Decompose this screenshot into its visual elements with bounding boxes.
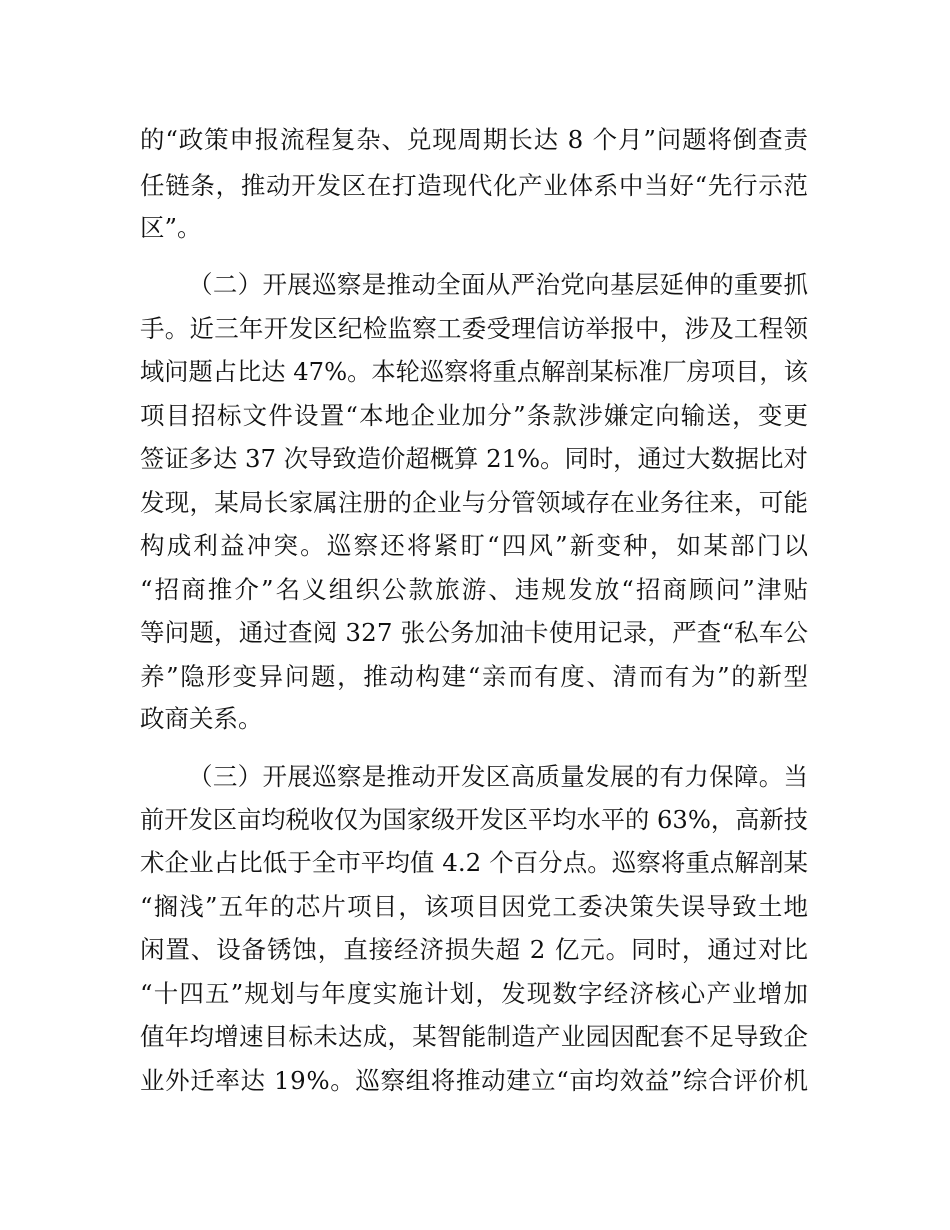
- text-line: “招商推介”名义组织公款旅游、违规发放“招商顾问”津贴: [140, 575, 811, 604]
- text-line: 值年均增速目标未达成，某智能制造产业园因配套不足导致企: [140, 1022, 809, 1051]
- text-line: 闲置、设备锈蚀，直接经济损失超 2 亿元。同时，通过对比: [140, 935, 809, 964]
- text-line: 发现，某局长家属注册的企业与分管领域存在业务往来，可能: [140, 488, 809, 517]
- section-heading-line: （二）开展巡察是推动全面从严治党向基层延伸的重要抓: [188, 270, 809, 299]
- text-line: 手。近三年开发区纪检监察工委受理信访举报中，涉及工程领: [140, 314, 809, 343]
- text-line: “搁浅”五年的芯片项目，该项目因党工委决策失误导致土地: [140, 892, 810, 921]
- text-line: 签证多达 37 次导致造价超概算 21%。同时，通过大数据比对: [140, 444, 808, 473]
- text-line: “十四五”规划与年度实施计划，发现数字经济核心产业增加: [140, 979, 810, 1008]
- text-line: 等问题，通过查阅 327 张公务加油卡使用记录，严查“私车公: [140, 618, 809, 647]
- text-line: 构成利益冲突。巡察还将紧盯“四风”新变种，如某部门以: [140, 531, 811, 560]
- text-line: 域问题占比达 47%。本轮巡察将重点解剖某标准厂房项目，该: [140, 357, 808, 386]
- text-line: 政商关系。: [140, 704, 263, 733]
- text-line: 项目招标文件设置“本地企业加分”条款涉嫌定向输送，变更: [140, 401, 810, 430]
- text-line: 业外迁率达 19%。巡察组将推动建立“亩均效益”综合评价机: [140, 1066, 809, 1095]
- text-line: 前开发区亩均税收仅为国家级开发区平均水平的 63%，高新技: [140, 805, 808, 834]
- text-line: 养”隐形变异问题，推动构建“亲而有度、清而有为”的新型: [140, 662, 810, 691]
- text-line: 区”。: [140, 213, 202, 242]
- text-line: 任链条，推动开发区在打造现代化产业体系中当好“先行示范: [140, 171, 809, 200]
- text-line: 术企业占比低于全市平均值 4.2 个百分点。巡察将重点解剖某: [140, 848, 809, 877]
- text-line: 的“政策申报流程复杂、兑现周期长达 8 个月”问题将倒查责: [140, 125, 809, 154]
- section-heading-line: （三）开展巡察是推动开发区高质量发展的有力保障。当: [188, 762, 809, 791]
